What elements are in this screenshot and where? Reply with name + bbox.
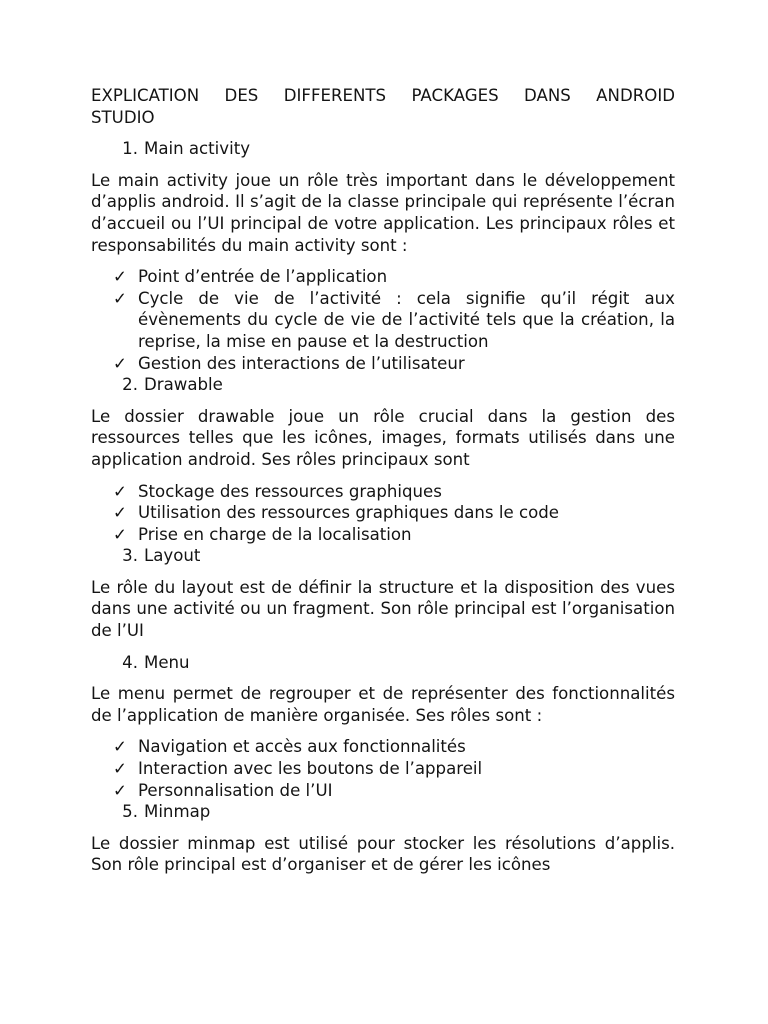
- section-paragraph: Le rôle du layout est de définir la structure et la disposition des vues dans une activité ou un fragment. Son rôle principal est l’organisation de l’UI: [91, 577, 675, 641]
- checklist: [91, 481, 675, 546]
- checklist-item: ✓ Gestion des interactions de l’utilisateur: [91, 353, 675, 375]
- section-number: 3.: [122, 546, 138, 566]
- checkmark-icon: ✓: [113, 780, 127, 800]
- checklist-item: ✓ Interaction avec les boutons de l’appareil: [91, 758, 675, 780]
- document-title: EXPLICATION DES DIFFERENTS PACKAGES DANS ANDROID: [91, 86, 675, 105]
- checkmark-icon: ✓: [113, 503, 127, 523]
- section-title: Menu: [144, 652, 190, 672]
- section-number: 4.: [122, 652, 138, 672]
- checklist-item: ✓ Utilisation des ressources graphiques dans le code: [91, 502, 675, 524]
- checklist: [91, 736, 675, 801]
- document-title-continued: STUDIO: [91, 107, 155, 127]
- section-paragraph: Le menu permet de regrouper et de représenter des fonctionnalités de l’application de manière organisée. Ses rôles sont :: [91, 684, 675, 725]
- section-title: Layout: [144, 546, 201, 566]
- checkmark-icon: ✓: [113, 759, 127, 779]
- document-body: [91, 85, 675, 886]
- checklist-item: ✓ Point d’entrée de l’application: [91, 266, 675, 288]
- checkmark-icon: ✓: [113, 524, 127, 544]
- checklist: [91, 266, 675, 374]
- checkmark-icon: ✓: [113, 288, 127, 308]
- checklist-item: ✓ Personnalisation de l’UI: [91, 780, 675, 802]
- section-heading-layout: [91, 545, 675, 567]
- checklist-item: ✓ Navigation et accès aux fonctionnalités: [91, 736, 675, 758]
- checkmark-icon: ✓: [113, 267, 127, 287]
- section-paragraph: Le main activity joue un rôle très important dans le développement d’applis android. Il s’agit de la classe principale qui représente l’écran d’accueil ou l’UI principal de votre application. Les principaux rôles et responsabilités du main activity sont :: [91, 170, 675, 255]
- checkmark-icon: ✓: [113, 353, 127, 373]
- section-title: Main activity: [144, 139, 251, 159]
- section-heading-drawable: [91, 374, 675, 396]
- section-number: 5.: [122, 802, 138, 822]
- section-paragraph: Le dossier minmap est utilisé pour stocker les résolutions d’applis. Son rôle principal est d’organiser et de gérer les icônes: [91, 833, 675, 875]
- section-paragraph: Le dossier drawable joue un rôle crucial dans la gestion des ressources telles que les icônes, images, formats utilisés dans une application android. Ses rôles principaux sont: [91, 406, 675, 469]
- checkmark-icon: ✓: [113, 737, 127, 757]
- section-heading-menu: [91, 652, 675, 674]
- checklist-item: ✓ Cycle de vie de l’activité : cela signifie qu’il régit aux évènements du cycle de vie de l’activité tels que la création, la reprise, la mise en pause et la destruction: [91, 288, 675, 353]
- checklist-item: ✓ Prise en charge de la localisation: [91, 524, 675, 546]
- section-title: Minmap: [144, 802, 211, 822]
- checklist-item: ✓ Stockage des ressources graphiques: [91, 481, 675, 503]
- section-number: 2.: [122, 375, 138, 395]
- section-number: 1.: [122, 139, 138, 159]
- section-heading-main-activity: [91, 138, 675, 160]
- checkmark-icon: ✓: [113, 481, 127, 501]
- section-title: Drawable: [144, 375, 223, 395]
- section-heading-minmap: [91, 801, 675, 823]
